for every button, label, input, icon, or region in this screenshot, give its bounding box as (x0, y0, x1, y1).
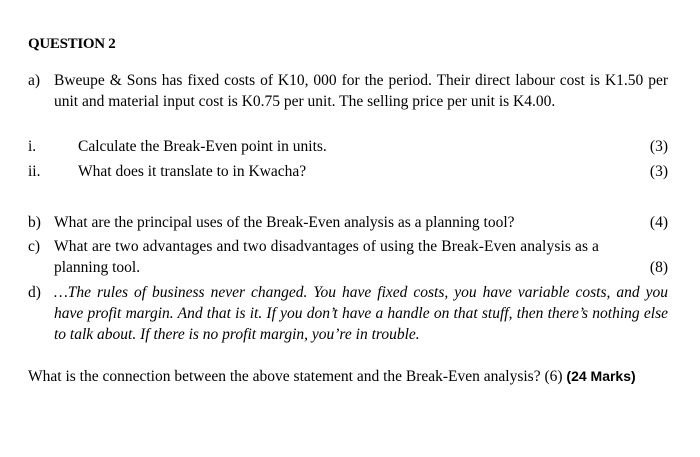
subpart-ii-text: What does it translate to in Kwacha? (78, 163, 307, 180)
subpart-i-label: i. (28, 138, 37, 155)
part-c-line2: planning tool. (54, 259, 141, 276)
subpart-i (28, 136, 668, 157)
part-b-label: b) (28, 214, 41, 231)
question-heading: QUESTION 2 (28, 36, 116, 52)
total-marks-part1: (24 (566, 368, 587, 384)
part-c-label: c) (28, 238, 41, 255)
subpart-ii-label: ii. (28, 163, 41, 180)
part-c-line1: What are two advantages and two disadvantages of using the Break-Even analysis as a (54, 238, 600, 255)
part-b-text: What are the principal uses of the Break-Even analysis as a planning tool? (54, 214, 515, 231)
part-b (28, 212, 668, 233)
part-a-text: Bweupe & Sons has fixed costs of K10, 000 for the period. Their direct labour cost is K1.50 per unit and material input cost is K0.75 per unit. The selling price per unit is K4.00. (54, 72, 668, 110)
subpart-i-marks: (3) (649, 138, 668, 155)
total-marks-part2: Marks) (590, 368, 636, 384)
part-d-label: d) (28, 284, 41, 301)
conclusion-text: What is the connection between the above statement and the Break-Even analysis? (6) (28, 368, 563, 385)
part-d (28, 282, 668, 345)
subpart-ii-marks: (3) (649, 163, 668, 180)
part-a (28, 70, 668, 112)
part-a-label: a) (28, 72, 41, 89)
part-d-quote: …The rules of business never changed. You have fixed costs, you have variable costs, and you have profit margin. And that is it. If you don’t have a handle on that stuff, then there’s nothing else to talk about. If there is no profit margin, you’re in trouble. (54, 284, 668, 343)
conclusion-question (28, 366, 668, 387)
part-c (28, 236, 668, 278)
subpart-i-text: Calculate the Break-Even point in units. (78, 138, 327, 155)
part-c-marks: (8) (649, 259, 668, 276)
part-a-subparts (28, 136, 668, 182)
subpart-ii (28, 161, 668, 182)
part-b-marks: (4) (649, 214, 668, 231)
